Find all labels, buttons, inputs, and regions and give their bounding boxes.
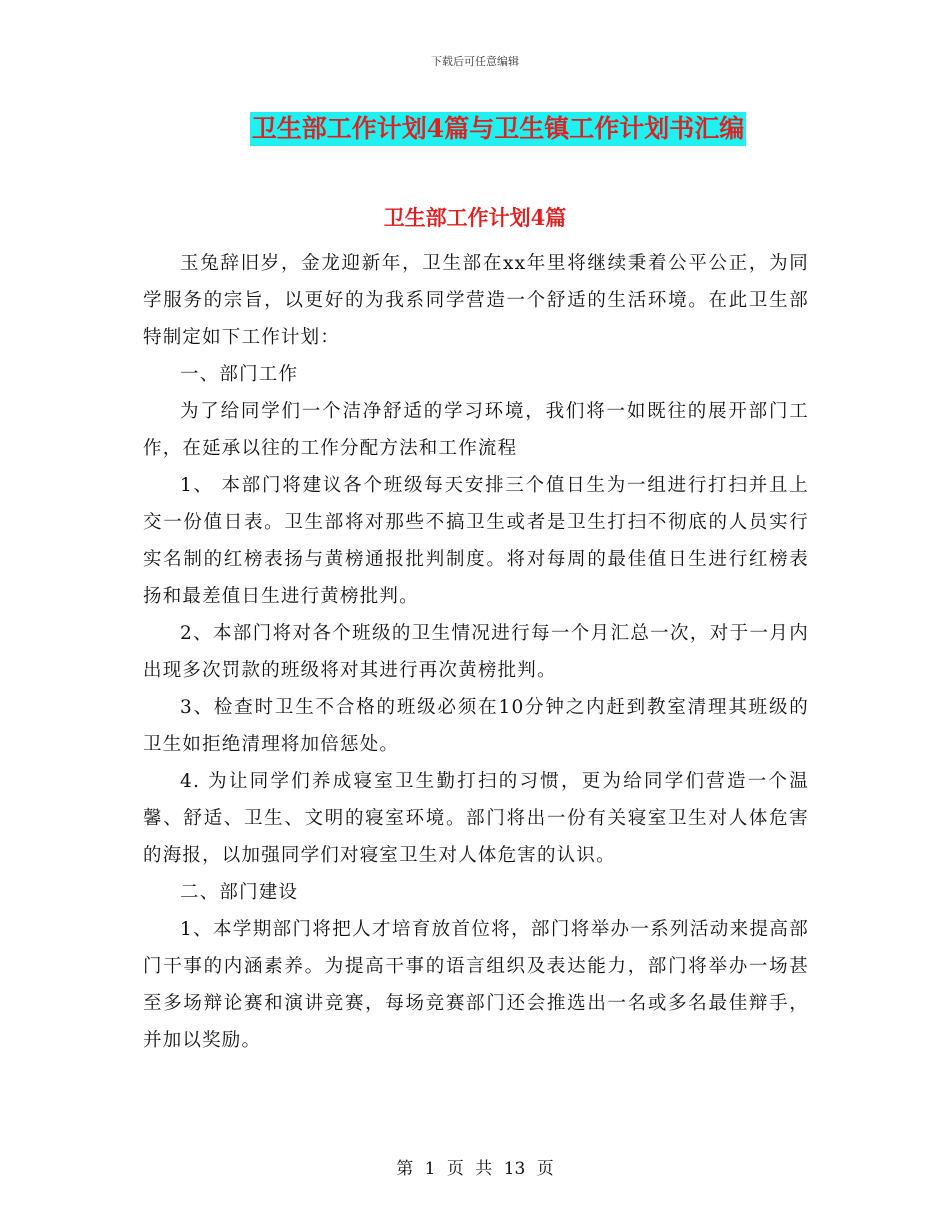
paragraph-department-work: 为了给同学们一个洁净舒适的学习环境，我们将一如既往的展开部门工作，在延承以往的工作分配方法和工作流程 — [143, 401, 809, 459]
paragraph-building-1: 1、本学期部门将把人才培育放首位将，部门将举办一系列活动来提高部门干事的内涵素养。为提高干事的语言组织及表达能力，部门将举办一场甚至多场辩论赛和演讲竞赛，每场竞赛部门还会推选出一名或多名最佳辩手，并加以奖励。 — [143, 919, 809, 1051]
paragraph-intro: 玉兔辞旧岁，金龙迎新年，卫生部在xx年里将继续秉着公平公正，为同学服务的宗旨，以更好的为我系同学营造一个舒适的生活环境。在此卫生部特制定如下工作计划： — [143, 253, 809, 348]
total-pages: 13 — [503, 1159, 526, 1179]
footer-prefix: 第 — [396, 1159, 414, 1179]
heading-department-work: 一、部门工作 — [180, 364, 299, 385]
section-title: 卫生部工作计划4篇 — [383, 205, 567, 230]
footer-total-label: 共 — [475, 1159, 493, 1179]
paragraph-item-1: 1、 本部门将建议各个班级每天安排三个值日生为一组进行打扫并且上交一份值日表。卫生部将对那些不搞卫生或者是卫生打扫不彻底的人员实行实名制的红榜表扬与黄榜通报批判制度。将对每周的最佳值日生进行红榜表扬和最差值日生进行黄榜批判。 — [143, 475, 809, 607]
page-footer — [0, 1154, 950, 1179]
footer-page-label: 页 — [446, 1159, 464, 1179]
document-body — [143, 245, 809, 1059]
heading-department-building: 二、部门建设 — [180, 882, 299, 903]
header-note: 下载后可任意编辑 — [431, 55, 519, 68]
main-title-container — [0, 112, 950, 146]
footer-suffix: 页 — [536, 1159, 554, 1179]
paragraph-item-3: 3、检查时卫生不合格的班级必须在10分钟之内赶到教室清理其班级的卫生如拒绝清理将加倍惩处。 — [143, 697, 809, 755]
page-number: 1 — [424, 1159, 436, 1179]
paragraph-item-2: 2、本部门将对各个班级的卫生情况进行每一个月汇总一次，对于一月内出现多次罚款的班级将对其进行再次黄榜批判。 — [143, 623, 809, 681]
main-title: 卫生部工作计划4篇与卫生镇工作计划书汇编 — [250, 112, 746, 146]
paragraph-item-4: 4. 为让同学们养成寝室卫生勤打扫的习惯，更为给同学们营造一个温馨、舒适、卫生、文明的寝室环境。部门将出一份有关寝室卫生对人体危害的海报，以加强同学们对寝室卫生对人体危害的认识。 — [143, 771, 809, 866]
